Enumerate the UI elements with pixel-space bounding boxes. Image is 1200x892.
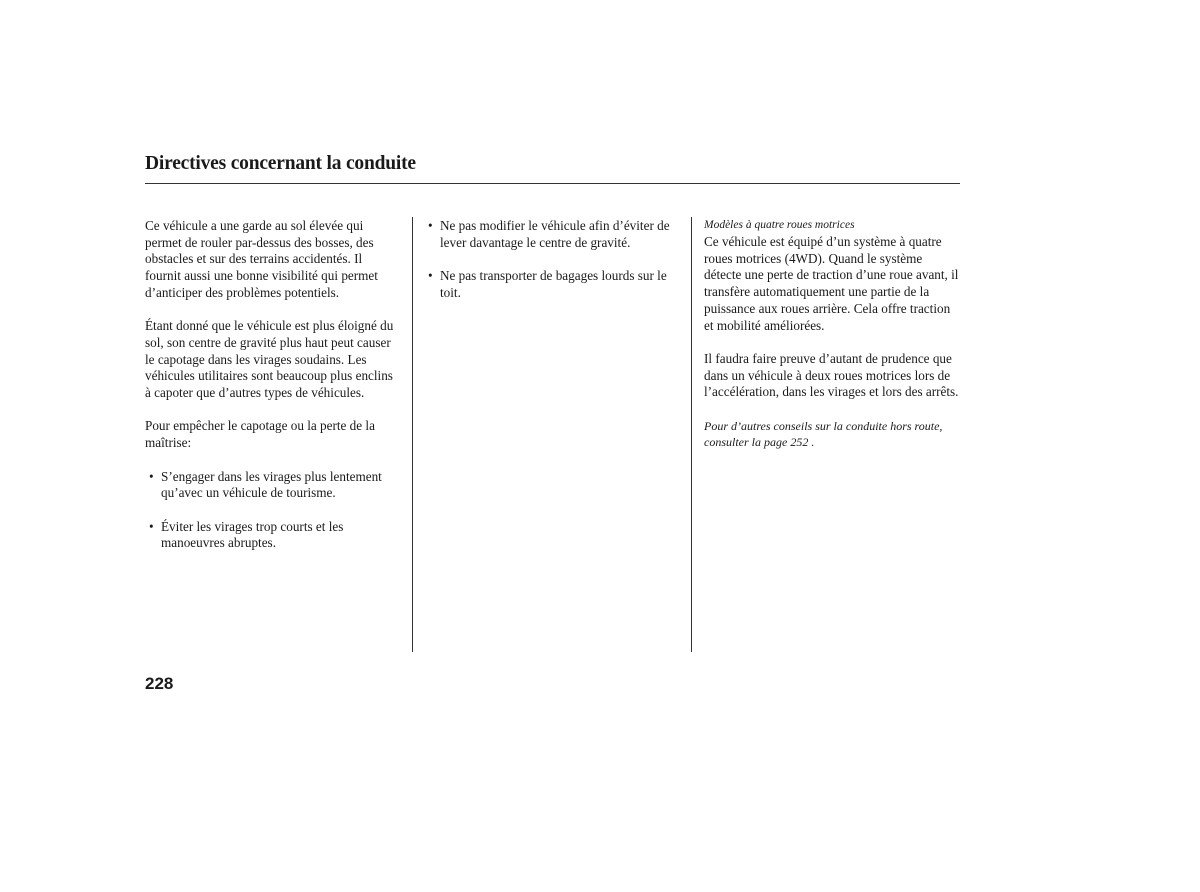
bullet-text: Éviter les virages trop courts et les manoeuvres abruptes. [161,518,344,551]
section-subheading: Modèles à quatre roues motrices [704,219,855,231]
column-divider [691,217,692,652]
paragraph-center-of-gravity: Étant donné que le véhicule est plus éloigné du sol, son centre de gravité plus haut peut causer le capotage dans les virages soudains. Les véhicules utilitaires sont beaucoup plus enclins à capoter que d’autres types de véhicules. [145,318,394,401]
bullet-text: Ne pas modifier le véhicule afin d’éviter de lever davantage le centre de gravité. [440,218,670,250]
paragraph-prevent-rollover: Pour empêcher le capotage ou la perte de la maîtrise: [145,418,375,451]
list-item [149,519,400,552]
paragraph-4wd-system: Ce véhicule est équipé d’un système à quatre roues motrices (4WD). Quand le système détecte une perte de traction d’une roue avant, il transfère automatiquement une partie de la puissance aux roues arrière. Cela offre traction et mobilité améliorées. [704,234,959,333]
bullet-text: S’engager dans les virages plus lentement qu’avec un véhicule de tourisme. [161,468,382,501]
column-right [704,218,962,468]
list-item [149,469,400,502]
cross-reference-note: Pour d’autres conseils sur la conduite hors route, consulter la page 252 . [704,418,943,450]
paragraph-caution: Il faudra faire preuve d’autant de prudence que dans un véhicule à deux roues motrices lors de l’accélération, dans les virages et lors des arrêts. [704,350,959,400]
column-divider [412,217,413,652]
bullet-icon: • [149,518,154,534]
list-item [428,218,683,251]
bullet-icon: • [428,218,433,233]
column-left [145,218,400,569]
bullet-icon: • [149,468,154,484]
column-middle [428,218,683,318]
bullet-icon: • [428,268,433,284]
bullet-text: Ne pas transporter de bagages lourds sur le toit. [440,268,667,300]
page-number: 228 [145,674,174,693]
page-title: Directives concernant la conduite [145,153,416,174]
list-item [428,268,683,301]
paragraph-ground-clearance: Ce véhicule a une garde au sol élevée qui permet de rouler par-dessus des bosses, des obstacles et sur des terrains accidentés. Il fournit aussi une bonne visibilité qui permet d’anticiper des problèmes potentiels. [145,218,378,300]
title-rule [145,183,960,184]
